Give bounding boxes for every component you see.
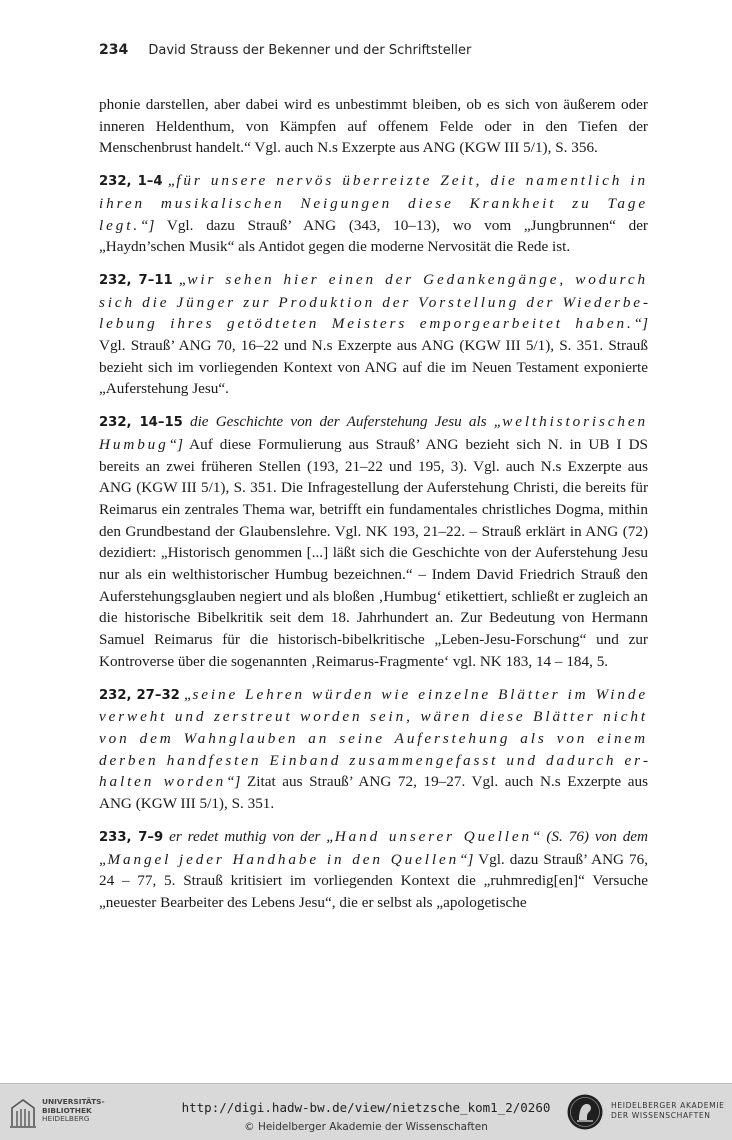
lemma-text: “] (226, 773, 241, 791)
permalink-url[interactable]: http://digi.hadw-bw.de/view/nietzsche_kom1_2/0260 (181, 1100, 551, 1115)
lemma-text: “] (633, 315, 648, 333)
line-reference: 233, 7–9 (99, 829, 164, 845)
lemma-text: er redet muthig von der „ (169, 827, 335, 845)
commentary-paragraph (99, 269, 648, 400)
spaced-quotation: Hand unserer Quellen (334, 827, 533, 845)
line-reference: 232, 27–32 (99, 687, 180, 703)
line-reference: 232, 1–4 (99, 174, 163, 190)
running-title: David Strauss der Bekenner und der Schriftsteller (148, 43, 472, 58)
commentary-body (99, 94, 648, 925)
commentary-text: Vgl. Strauß’ ANG 70, 16–22 und N.s Exzerpte aus ANG (KGW III 5/1), S. 351. Strauß bezieht sich im vorliegenden Kontext von ANG auf die im Neuen Testament exponierte „Auferstehung Jesu“. (99, 337, 648, 398)
spaced-quotation: welthistorischen Humbug (99, 413, 648, 453)
commentary-text: Zitat aus Strauß’ ANG 72, 19–27. Vgl. auch N.s Exzerpte aus ANG (KGW III 5/1), S. 351. (99, 773, 648, 813)
lemma-text: “] (140, 216, 155, 234)
lemma-text: „ (167, 172, 177, 190)
running-header (99, 42, 659, 58)
commentary-paragraph (99, 826, 648, 914)
line-reference: 232, 14–15 (99, 415, 183, 431)
lemma-text: die Geschichte von der Auferstehung Jesu als „ (189, 413, 503, 431)
lemma-text: “ (S. 76) von dem „ (99, 827, 649, 868)
spaced-quotation: Mangel jeder Handhabe in den Quellen (107, 850, 460, 868)
commentary-paragraph (99, 411, 648, 672)
library-name-line: BIBLIOTHEK (42, 1105, 92, 1115)
commentary-paragraph (99, 94, 648, 159)
academy-name-line: HEIDELBERGER AKADEMIE (611, 1101, 725, 1110)
line-reference: 232, 7–11 (99, 272, 173, 288)
academy-name (611, 1101, 725, 1121)
commentary-paragraph (99, 170, 648, 258)
spaced-quotation: für unsere nervös überreizte Zeit, die namentlich in ihren musikalischen Neigungen diese Krankheit zu Tage legt. (99, 172, 649, 234)
spaced-quotation: seine Lehren würden wie einzelne Blätter im Winde verweht und zerstreut worden sein, wären diese Blätter nicht von dem Wahnglauben an seine Auferstehung als von einem derben handfesten Einband zusammengefasst und dadurch erhalten worden (99, 685, 648, 791)
commentary-text (183, 413, 190, 430)
lemma-text: “] (168, 435, 183, 453)
academy-seal-icon (566, 1093, 604, 1131)
commentary-text: Vgl. dazu Strauß’ ANG (343, 10–13), wo vom „Jungbrunnen“ der „Haydn’schen Musik“ als Antidot gegen die moderne Nervosität die Rede ist. (99, 216, 648, 256)
page-number: 234 (99, 42, 129, 58)
commentary-paragraph (99, 684, 648, 815)
commentary-text: Vgl. dazu Strauß’ ANG 76, 24 – 77, 5. Strauß kritisiert im vorliegenden Kontext die „ruhmredig[en]“ Versuche „neuester Bearbeiter des Lebens Jesu“, die er selbst als „apologetische (99, 850, 649, 911)
library-name-line: HEIDELBERG (42, 1114, 90, 1123)
academy-name-line: DER WISSENSCHAFTEN (611, 1111, 711, 1120)
spaced-quotation: wir sehen hier einen der Gedankengänge, wodurch sich die Jünger zur Produktion der Vorstellung der Wiederbelebung ihres getödteten Meisters emporgearbeitet haben. (99, 270, 649, 333)
lemma-text: “] (459, 850, 474, 868)
commentary-text: phonie darstellen, aber dabei wird es unbestimmt bleiben, ob es sich von äußerem oder inneren Heldenthum, von Kämpfen auf offenem Felde oder in den Tiefen der Menschenbrust handelt.“ Vgl. auch N.s Exzerpte aus ANG (KGW III 5/1), S. 356. (99, 96, 648, 157)
lemma-text: „ (178, 270, 188, 288)
library-name-line: UNIVERSITÄTS- (42, 1097, 105, 1106)
digitization-footer (0, 1083, 732, 1140)
lemma-text: „ (183, 685, 193, 703)
commentary-text: Auf diese Formulierung aus Strauß’ ANG bezieht sich N. in UB I DS bereits an zwei früheren Stellen (193, 21–22 und 195, 3). Vgl. auch N.s Exzerpte aus ANG (KGW III 5/1), S. 351. Die Infragestellung der Auferstehung Christi, die bereits für Reimarus ein zentrales Thema war, betrifft ein fundamentales christliches Dogma, mithin den Grundbestand der Glaubenslehre. Vgl. NK 193, 21–22. – Strauß erklärt in ANG (72) dezidiert: „Historisch genommen [...] läßt sich die Geschichte von der Auferstehung Jesu nur als ein welthistorischer Humbug bezeichnen.“ – Indem David Friedrich Strauß den Auferstehungsglauben negiert und als bloßen ‚Humbug‘ etikettiert, schließt er zugleich an die historische Bibelkritik seit dem 18. Jahrhundert an. Zur Bedeutung von Hermann Samuel Reimarus für die historisch-bibelkritische „Leben-Jesu-Forschung“ und zur Kontroverse über die sogenannten ‚Reimarus-Fragmente‘ vgl. NK 183, 14 – 184, 5. (99, 435, 648, 670)
copyright-notice: © Heidelberger Akademie der Wissenschaften (244, 1121, 488, 1133)
